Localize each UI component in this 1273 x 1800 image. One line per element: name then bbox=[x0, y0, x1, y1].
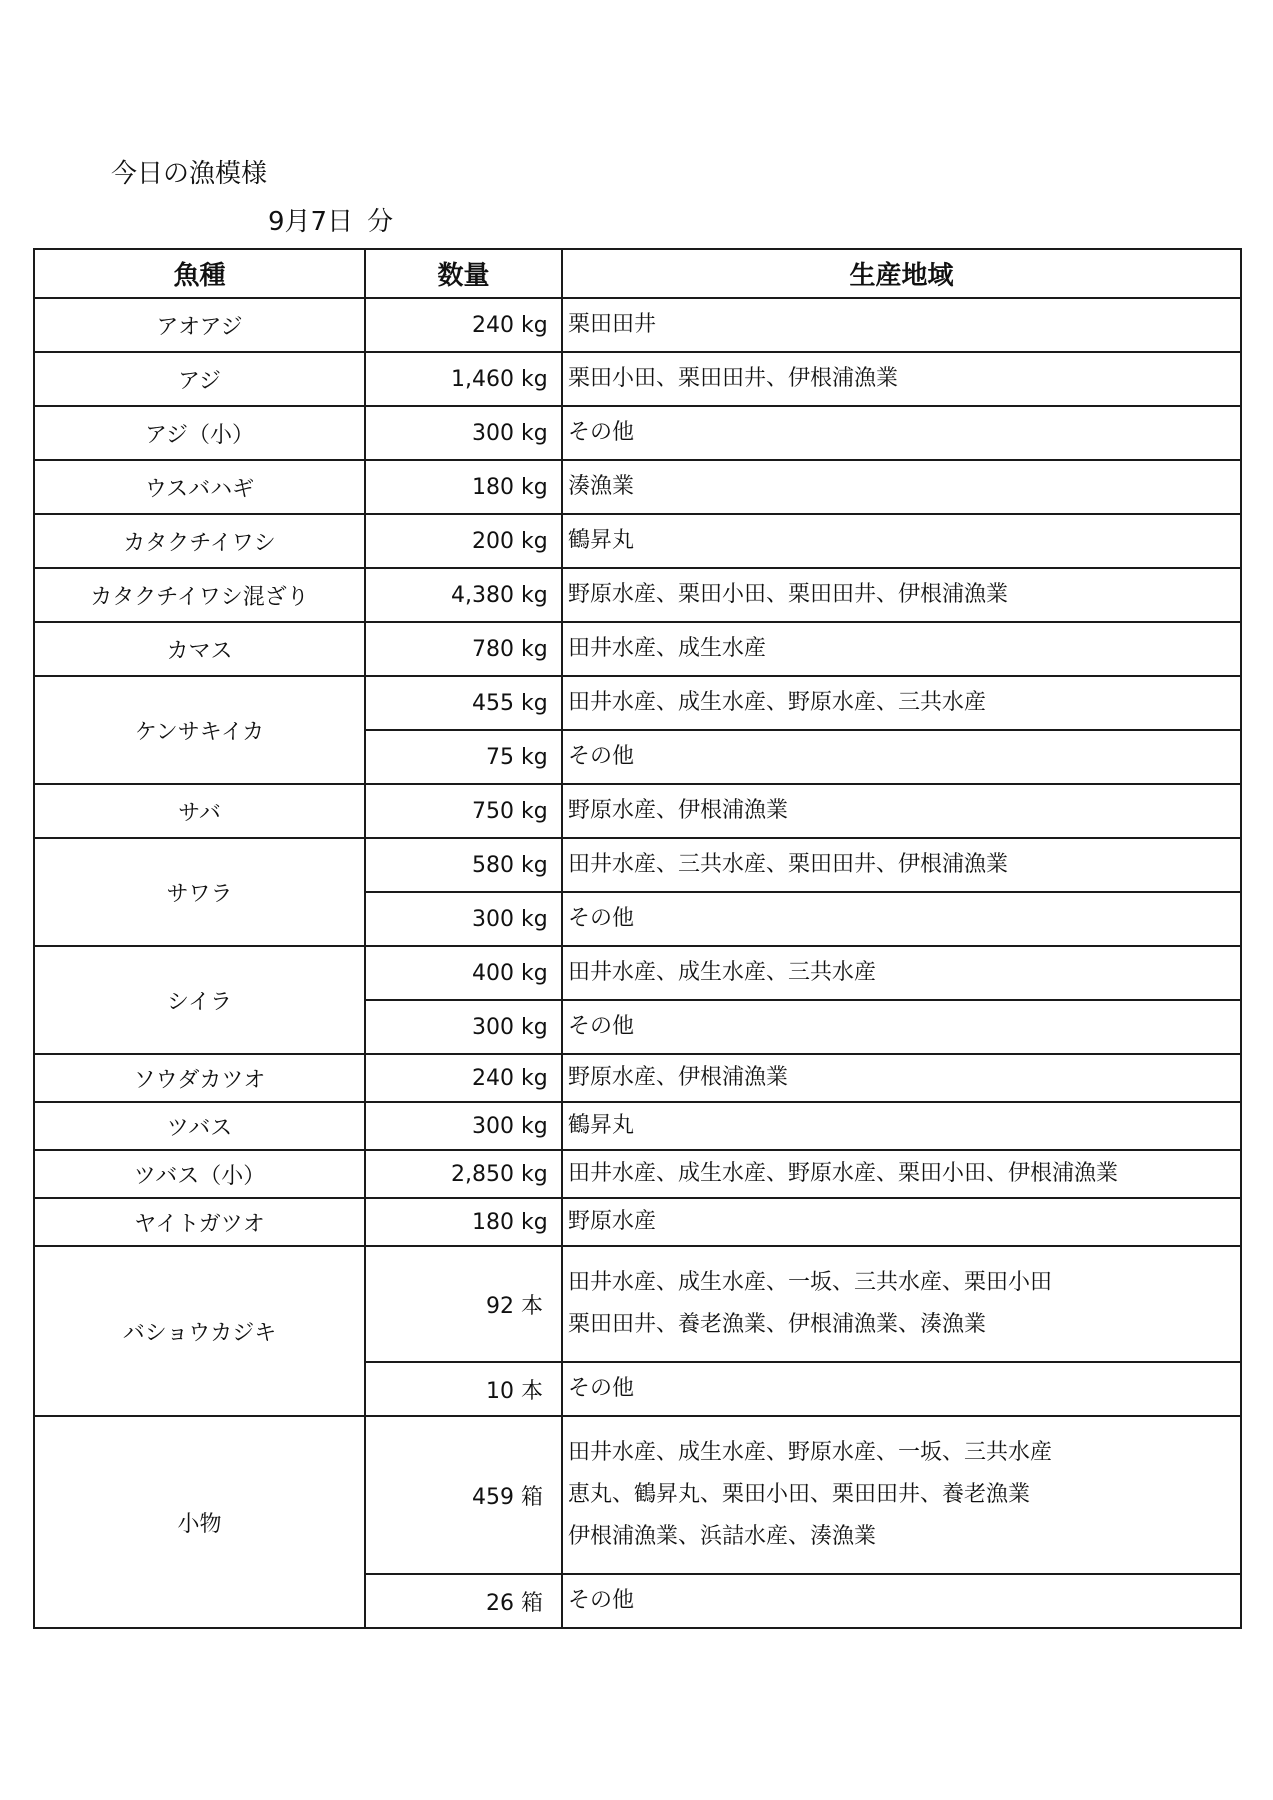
area-line: 伊根浦漁業、浜詰水産、湊漁業 bbox=[568, 1524, 877, 1549]
quantity-amount: 400 bbox=[472, 960, 514, 986]
quantity-unit: kg bbox=[521, 1209, 548, 1235]
area-line: 栗田小田、栗田田井、伊根浦漁業 bbox=[568, 366, 899, 391]
production-area bbox=[562, 622, 1241, 676]
area-line: その他 bbox=[568, 906, 635, 931]
production-area bbox=[562, 1102, 1241, 1150]
quantity-amount: 300 bbox=[472, 1014, 514, 1040]
area-line: 田井水産、成生水産 bbox=[568, 636, 767, 661]
quantity-amount: 580 bbox=[472, 852, 514, 878]
table-row bbox=[34, 1416, 1241, 1574]
table-row bbox=[34, 946, 1241, 1000]
area-line: 野原水産、栗田小田、栗田田井、伊根浦漁業 bbox=[568, 582, 1009, 607]
quantity-unit: kg bbox=[521, 690, 548, 716]
quantity-cell bbox=[365, 1054, 562, 1102]
quantity-cell bbox=[365, 676, 562, 730]
fish-name: カマス bbox=[34, 622, 365, 676]
quantity-unit: kg bbox=[521, 528, 548, 554]
quantity-cell bbox=[365, 568, 562, 622]
quantity-amount: 240 bbox=[472, 312, 514, 338]
production-area bbox=[562, 838, 1241, 892]
table-row bbox=[34, 568, 1241, 622]
production-area bbox=[562, 1574, 1241, 1628]
quantity-unit: 箱 bbox=[521, 1484, 544, 1510]
fish-name: シイラ bbox=[34, 946, 365, 1054]
quantity-cell bbox=[365, 1000, 562, 1054]
quantity-amount: 180 bbox=[472, 1209, 514, 1235]
quantity-cell bbox=[365, 1198, 562, 1246]
production-area bbox=[562, 1198, 1241, 1246]
date-value: 9月7日 bbox=[268, 207, 354, 237]
quantity-unit: kg bbox=[521, 1161, 548, 1187]
page-title: 今日の漁模様 bbox=[111, 159, 268, 189]
quantity-amount: 1,460 bbox=[451, 366, 514, 392]
quantity-amount: 300 bbox=[472, 1113, 514, 1139]
area-line: その他 bbox=[568, 1376, 635, 1401]
fish-name: アオアジ bbox=[34, 298, 365, 352]
area-line: 湊漁業 bbox=[568, 474, 635, 499]
table-row bbox=[34, 514, 1241, 568]
quantity-unit: kg bbox=[521, 906, 548, 932]
table-row bbox=[34, 784, 1241, 838]
quantity-amount: 2,850 bbox=[451, 1161, 514, 1187]
fish-name: ソウダカツオ bbox=[34, 1054, 365, 1102]
table-row bbox=[34, 298, 1241, 352]
quantity-cell bbox=[365, 1416, 562, 1574]
fish-name: ウスバハギ bbox=[34, 460, 365, 514]
fish-name: カタクチイワシ混ざり bbox=[34, 568, 365, 622]
production-area bbox=[562, 946, 1241, 1000]
quantity-unit: kg bbox=[521, 1113, 548, 1139]
quantity-cell bbox=[365, 946, 562, 1000]
production-area bbox=[562, 1054, 1241, 1102]
quantity-amount: 180 bbox=[472, 474, 514, 500]
table-header-row bbox=[34, 249, 1241, 298]
fish-name: ツバス（小） bbox=[34, 1150, 365, 1198]
production-area bbox=[562, 1416, 1241, 1574]
production-area bbox=[562, 568, 1241, 622]
date-suffix: 分 bbox=[367, 207, 394, 237]
quantity-amount: 4,380 bbox=[451, 582, 514, 608]
production-area bbox=[562, 1246, 1241, 1362]
quantity-unit: kg bbox=[521, 474, 548, 500]
quantity-amount: 300 bbox=[472, 906, 514, 932]
table-row bbox=[34, 1054, 1241, 1102]
quantity-amount: 240 bbox=[472, 1065, 514, 1091]
fish-name: ヤイトガツオ bbox=[34, 1198, 365, 1246]
quantity-unit: kg bbox=[521, 744, 548, 770]
fish-name: アジ bbox=[34, 352, 365, 406]
catch-table bbox=[33, 248, 1242, 1629]
production-area bbox=[562, 1150, 1241, 1198]
area-line: 田井水産、成生水産、野原水産、一坂、三共水産 bbox=[568, 1440, 1053, 1465]
production-area bbox=[562, 784, 1241, 838]
fish-name: バショウカジキ bbox=[34, 1246, 365, 1416]
quantity-unit: kg bbox=[521, 636, 548, 662]
table-row bbox=[34, 406, 1241, 460]
area-line: 野原水産、伊根浦漁業 bbox=[568, 1065, 789, 1090]
quantity-cell bbox=[365, 784, 562, 838]
production-area bbox=[562, 676, 1241, 730]
table-row bbox=[34, 676, 1241, 730]
production-area bbox=[562, 514, 1241, 568]
production-area bbox=[562, 460, 1241, 514]
area-line: 野原水産、伊根浦漁業 bbox=[568, 798, 789, 823]
quantity-cell bbox=[365, 838, 562, 892]
quantity-amount: 300 bbox=[472, 420, 514, 446]
fish-name: 小物 bbox=[34, 1416, 365, 1628]
quantity-unit: kg bbox=[521, 312, 548, 338]
table-row bbox=[34, 838, 1241, 892]
table-row bbox=[34, 1150, 1241, 1198]
production-area bbox=[562, 1362, 1241, 1416]
quantity-cell bbox=[365, 1574, 562, 1628]
header-qty: 数量 bbox=[365, 249, 562, 298]
quantity-amount: 459 bbox=[472, 1484, 514, 1510]
quantity-unit: kg bbox=[521, 852, 548, 878]
area-line: 田井水産、三共水産、栗田田井、伊根浦漁業 bbox=[568, 852, 1009, 877]
table-row bbox=[34, 622, 1241, 676]
quantity-cell bbox=[365, 892, 562, 946]
table-row bbox=[34, 352, 1241, 406]
quantity-unit: 箱 bbox=[521, 1590, 544, 1616]
quantity-cell bbox=[365, 298, 562, 352]
quantity-unit: kg bbox=[521, 960, 548, 986]
quantity-amount: 75 bbox=[486, 744, 514, 770]
area-line: 栗田田井、養老漁業、伊根浦漁業、湊漁業 bbox=[568, 1312, 987, 1337]
fish-name: アジ（小） bbox=[34, 406, 365, 460]
area-line: 田井水産、成生水産、三共水産 bbox=[568, 960, 877, 985]
quantity-amount: 780 bbox=[472, 636, 514, 662]
area-line: 野原水産 bbox=[568, 1209, 657, 1234]
quantity-unit: kg bbox=[521, 798, 548, 824]
quantity-cell bbox=[365, 352, 562, 406]
production-area bbox=[562, 352, 1241, 406]
table-row bbox=[34, 1246, 1241, 1362]
fish-name: ケンサキイカ bbox=[34, 676, 365, 784]
quantity-cell bbox=[365, 1246, 562, 1362]
quantity-cell bbox=[365, 730, 562, 784]
area-line: 田井水産、成生水産、一坂、三共水産、栗田小田 bbox=[568, 1270, 1053, 1295]
production-area bbox=[562, 298, 1241, 352]
quantity-amount: 750 bbox=[472, 798, 514, 824]
quantity-unit: 本 bbox=[521, 1378, 544, 1404]
fish-name: ツバス bbox=[34, 1102, 365, 1150]
table-row bbox=[34, 1198, 1241, 1246]
quantity-amount: 10 bbox=[486, 1378, 514, 1404]
area-line: 田井水産、成生水産、野原水産、栗田小田、伊根浦漁業 bbox=[568, 1161, 1119, 1186]
quantity-unit: kg bbox=[521, 420, 548, 446]
quantity-unit: kg bbox=[521, 1014, 548, 1040]
fish-name: サワラ bbox=[34, 838, 365, 946]
fish-name: カタクチイワシ bbox=[34, 514, 365, 568]
quantity-cell bbox=[365, 460, 562, 514]
production-area bbox=[562, 406, 1241, 460]
table-row bbox=[34, 1102, 1241, 1150]
area-line: 鶴昇丸 bbox=[568, 1113, 635, 1138]
area-line: 田井水産、成生水産、野原水産、三共水産 bbox=[568, 690, 987, 715]
area-line: 恵丸、鶴昇丸、栗田小田、栗田田井、養老漁業 bbox=[568, 1482, 1031, 1507]
table-row bbox=[34, 460, 1241, 514]
area-line: その他 bbox=[568, 1588, 635, 1613]
production-area bbox=[562, 730, 1241, 784]
quantity-cell bbox=[365, 514, 562, 568]
catch-table-body bbox=[34, 298, 1241, 1628]
production-area bbox=[562, 1000, 1241, 1054]
area-line: その他 bbox=[568, 420, 635, 445]
quantity-amount: 26 bbox=[486, 1590, 514, 1616]
quantity-cell bbox=[365, 1362, 562, 1416]
area-line: 鶴昇丸 bbox=[568, 528, 635, 553]
quantity-unit: kg bbox=[521, 366, 548, 392]
quantity-amount: 455 bbox=[472, 690, 514, 716]
header-area: 生産地域 bbox=[562, 249, 1241, 298]
quantity-unit: kg bbox=[521, 582, 548, 608]
quantity-unit: kg bbox=[521, 1065, 548, 1091]
quantity-amount: 200 bbox=[472, 528, 514, 554]
area-line: その他 bbox=[568, 744, 635, 769]
quantity-cell bbox=[365, 1150, 562, 1198]
quantity-cell bbox=[365, 406, 562, 460]
quantity-amount: 92 bbox=[486, 1293, 514, 1319]
production-area bbox=[562, 892, 1241, 946]
area-line: その他 bbox=[568, 1014, 635, 1039]
quantity-unit: 本 bbox=[521, 1293, 544, 1319]
report-date bbox=[268, 204, 393, 240]
header-fish: 魚種 bbox=[34, 249, 365, 298]
area-line: 栗田田井 bbox=[568, 312, 657, 337]
quantity-cell bbox=[365, 622, 562, 676]
quantity-cell bbox=[365, 1102, 562, 1150]
fish-name: サバ bbox=[34, 784, 365, 838]
